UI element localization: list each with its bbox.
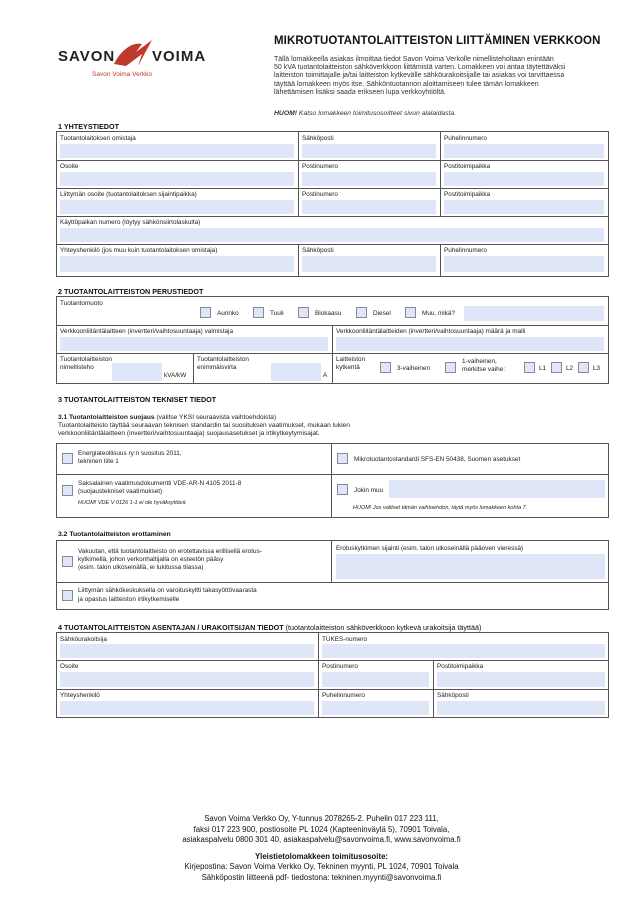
- contractor-postcode-field[interactable]: [322, 672, 429, 687]
- phone-label: Puhelinnumero: [444, 135, 487, 142]
- section-3-title: 3 TUOTANTOLAITTEISTON TEKNISET TIEDOT: [58, 395, 217, 404]
- section-4-title: [58, 623, 481, 632]
- contractor-email-label: Sähköposti: [437, 692, 469, 699]
- protection-desc-1: Tuotantolaitteisto täyttää seuraavan teknisen standardin tai suosituksen vaatimukset, mukaan lukien: [58, 422, 350, 429]
- phase-l1-checkbox[interactable]: [524, 362, 535, 373]
- one-phase-label-1: 1-vaiheinen,: [462, 358, 497, 365]
- max-current-label-2: enimmäisvirta: [197, 364, 237, 371]
- biogas-label: Biokaasu: [315, 310, 342, 317]
- footer-line: asiakaspalvelu 0800 301 40, asiakaspalvelu@savonvoima.fi, www.savonvoima.fi: [182, 835, 461, 844]
- vde-label-1: Saksalainen vaatimusdokumentti VDE-AR-N 4105 2011-8: [78, 480, 242, 487]
- logo-bolt-icon: [112, 38, 154, 72]
- energy-industry-checkbox[interactable]: [62, 453, 73, 464]
- logo-right-text: VOIMA: [152, 48, 207, 65]
- solar-label: Aurinko: [217, 310, 239, 317]
- wind-label: Tuuli: [270, 310, 284, 317]
- nominal-label-1: Tuotantolaitteiston: [60, 356, 112, 363]
- site-number-field[interactable]: [60, 228, 604, 242]
- postoffice-label: Postitoimipaikka: [444, 163, 491, 170]
- phase-l2-checkbox[interactable]: [551, 362, 562, 373]
- contractor-postoffice-field[interactable]: [437, 672, 605, 687]
- diesel-checkbox[interactable]: [356, 307, 367, 318]
- phase-l1-label: L1: [539, 365, 547, 372]
- other-standard-field[interactable]: [389, 480, 605, 498]
- vde-label-2: (suojaustekniset vaatimukset): [78, 488, 163, 495]
- separation-text-2: kytkimellä, johon verkonhaltijalla on esteetön pääsy: [78, 556, 224, 563]
- intro-line: lähettämisen lisäksi saada erikseen lupa verkkoyhtiöltä.: [274, 88, 446, 96]
- protection-options-box: [56, 443, 609, 518]
- other-standard-label: Jokin muu: [354, 487, 384, 494]
- connection-label-1: Laitteiston: [336, 356, 366, 363]
- warning-sign-checkbox[interactable]: [62, 590, 73, 601]
- contractor-contact-label: Yhteyshenkilö: [60, 692, 100, 699]
- phase-l2-label: L2: [566, 365, 574, 372]
- other-standard-note: HUOM! Jos valitset tämän vaihtoehdon, täytä myös lomakkeen kohta 7.: [353, 505, 528, 511]
- three-phase-label: 3-vaiheinen: [397, 365, 431, 372]
- separation-checkbox[interactable]: [62, 556, 73, 567]
- address-label: Osoite: [60, 163, 79, 170]
- postoffice-field[interactable]: [444, 172, 604, 186]
- contact-email-field[interactable]: [302, 256, 436, 272]
- section-3-1-bold: 3.1 Tuotantolaitteiston suojaus: [58, 414, 155, 421]
- nominal-power-field[interactable]: [112, 363, 162, 381]
- phone-field[interactable]: [444, 144, 604, 158]
- other-label: Muu, mikä?: [422, 310, 456, 317]
- footer-line: faksi 017 223 900, postiosoite PL 1024 (Kapteeninväylä 5), 70901 Toivala,: [193, 824, 450, 834]
- intro-line: täyttää lomakkeen myös itse. Sähköntuotannon aloittamiseen tulee tämän lomakkeen: [274, 80, 539, 88]
- section-4-title-bold: 4 TUOTANTOLAITTEISTON ASENTAJAN / URAKOITSIJAN TIEDOT: [58, 623, 284, 632]
- vde-checkbox[interactable]: [62, 485, 73, 496]
- phase-l3-label: L3: [593, 365, 601, 372]
- contractor-field[interactable]: [60, 644, 314, 658]
- sfs-standard-label: Mikrotuotantostandardi SFS-EN 50438, Suomen asetukset: [354, 456, 521, 463]
- section-3-1-rest: (valitse YKSI seuraavista vaihtoehdoista): [154, 414, 277, 421]
- contractor-address-field[interactable]: [60, 672, 314, 687]
- energy-industry-label-1: Energiateollisuus ry:n suositus 2011,: [78, 450, 182, 457]
- inverter-model-label: Verkkoonliitäntälaitteiden (invertteri/vaihtosuuntaaja) määrä ja malli: [336, 328, 526, 335]
- owner-field[interactable]: [60, 144, 294, 158]
- contact-field[interactable]: [60, 256, 294, 272]
- tukes-label: TUKES-numero: [322, 636, 368, 643]
- one-phase-label-2: merkitse vaihe:: [462, 366, 505, 373]
- separation-box: [56, 540, 609, 610]
- max-current-field[interactable]: [271, 363, 321, 381]
- biogas-checkbox[interactable]: [298, 307, 309, 318]
- other-checkbox[interactable]: [405, 307, 416, 318]
- contact-phone-field[interactable]: [444, 256, 604, 272]
- other-standard-checkbox[interactable]: [337, 484, 348, 495]
- contact-phone-label: Puhelinnumero: [444, 247, 487, 254]
- logo: [58, 38, 218, 86]
- contractor-contact-field[interactable]: [60, 701, 314, 715]
- protection-desc-2: verkkoonliitäntälaitteen (invertteri/vaihtosuuntaaja) suojausasetukset ja irtikytkeytymisajat.: [58, 430, 320, 437]
- site-postoffice-label: Postitoimipaikka: [444, 191, 491, 198]
- max-current-label-1: Tuotantolaitteiston: [197, 356, 249, 363]
- postcode-field[interactable]: [302, 172, 436, 186]
- contractor-phone-label: Puhelinnumero: [322, 692, 365, 699]
- max-current-unit: A: [323, 372, 328, 379]
- three-phase-checkbox[interactable]: [380, 362, 391, 373]
- footer-line: Kirjepostina: Savon Voima Verkko Oy, Tekninen myynti, PL 1024, 70901 Toivala: [184, 862, 459, 871]
- address-field[interactable]: [60, 172, 294, 186]
- production-form-label: Tuotantomuoto: [60, 300, 103, 307]
- page-title: MIKROTUOTANTOLAITTEISTON LIITTÄMINEN VERKKOON: [274, 35, 601, 47]
- site-postoffice-field[interactable]: [444, 200, 604, 214]
- footer-line: Savon Voima Verkko Oy, Y-tunnus 2078265-2. Puhelin 017 223 111,: [204, 814, 439, 823]
- inverter-model-field[interactable]: [336, 337, 604, 351]
- contact-email-label: Sähköposti: [302, 247, 334, 254]
- contractor-postoffice-label: Postitoimipaikka: [437, 663, 484, 670]
- contractor-email-field[interactable]: [437, 701, 605, 715]
- one-phase-checkbox[interactable]: [445, 362, 456, 373]
- site-postcode-field[interactable]: [302, 200, 436, 214]
- diesel-label: Diesel: [373, 310, 391, 317]
- section-2-title: 2 TUOTANTOLAITTEISTON PERUSTIEDOT: [58, 287, 204, 296]
- section-3-1-heading: [58, 414, 276, 422]
- contractor-phone-field[interactable]: [322, 701, 429, 715]
- contractor-address-label: Osoite: [60, 663, 79, 670]
- other-field[interactable]: [464, 306, 604, 321]
- intro-line: Tällä lomakkeella asiakas ilmoittaa tiedot Savon Voima Verkolle nimellisteholtaan enintään: [274, 56, 554, 63]
- inverter-maker-label: Verkkoonliitäntälaitteen (invertteri/vaihtosuuntaaja) valmistaja: [60, 328, 233, 335]
- section-4-title-rest: (tuotantolaitteiston sähköverkkoon kytkevä urakoitsija täyttää): [283, 623, 482, 632]
- solar-checkbox[interactable]: [200, 307, 211, 318]
- wind-checkbox[interactable]: [253, 307, 264, 318]
- delivery-note: [274, 110, 456, 117]
- phase-l3-checkbox[interactable]: [578, 362, 589, 373]
- section-2-box: [56, 296, 609, 384]
- section-4-box: [56, 632, 609, 718]
- switch-location-label: Erotuskytkimen sijainti (esim. talon ulkoseinällä pääoven vieressä): [336, 545, 524, 552]
- logo-left-text: SAVON: [58, 48, 116, 65]
- contractor-postcode-label: Postinumero: [322, 663, 358, 670]
- email-field[interactable]: [302, 144, 436, 158]
- site-address-label: Liittymän osoite (tuotantolaitoksen sijaintipaikka): [60, 191, 197, 198]
- section-1-title: 1 YHTEYSTIEDOT: [58, 122, 119, 131]
- contact-label: Yhteyshenkilö (jos muu kuin tuotantolaitoksen omistaja): [60, 247, 218, 254]
- tukes-field[interactable]: [322, 644, 605, 658]
- logo-subtitle: Savon Voima Verkko: [92, 71, 152, 78]
- email-label: Sähköposti: [302, 135, 334, 142]
- note-text: Katso lomakkeen toimitusosoitteet sivun alalaidasta.: [297, 110, 457, 117]
- warning-sign-text-2: ja opastus laitteiston irtikytkemiselle: [78, 596, 180, 603]
- warning-sign-text-1: Liittymän sähkökeskuksella on varoituskyltti takasyöttövaarasta: [78, 587, 257, 594]
- section-1-box: [56, 131, 609, 277]
- postcode-label: Postinumero: [302, 163, 338, 170]
- contractor-label: Sähköurakoitsija: [60, 636, 107, 643]
- inverter-maker-field[interactable]: [60, 337, 328, 351]
- energy-industry-label-2: tekninen liite 1: [78, 458, 119, 465]
- vde-note: HUOM! VDE V 0126 1-1 ei ole hyväksyttävä: [78, 500, 186, 506]
- switch-location-field[interactable]: [336, 554, 605, 579]
- section-3-2-heading: 3.2 Tuotantolaitteiston erottaminen: [58, 531, 171, 538]
- connection-label-2: kytkentä: [336, 364, 360, 371]
- intro-text: [274, 56, 614, 97]
- site-number-label: Käyttöpaikan numero (löytyy sähkönsiirtolaskulta): [60, 219, 201, 226]
- footer-line: Sähköpostin liitteenä pdf- tiedostona: tekninen.myynti@savonvoima.fi: [201, 872, 442, 882]
- sfs-standard-checkbox[interactable]: [337, 453, 348, 464]
- separation-text-1: Vakuutan, että tuotantolaitteisto on erotettavissa erillisellä erotus-: [78, 548, 262, 555]
- note-bold: HUOM!: [274, 110, 298, 117]
- footer: [0, 814, 643, 883]
- nominal-label-2: nimellisteho: [60, 364, 94, 371]
- intro-line: 50 kVA tuotantolaitteiston sähköverkkoon liittämistä varten. Lomakkeen voi antaa täytettäväksi: [274, 64, 566, 72]
- site-address-field[interactable]: [60, 200, 294, 214]
- nominal-unit: kVA/kW: [164, 372, 187, 379]
- footer-heading: Yleistietolomakkeen toimitusosoite:: [254, 851, 388, 861]
- separation-text-3: (esim. talon ulkoseinällä, ei lukitussa tilassa): [78, 564, 204, 571]
- site-postcode-label: Postinumero: [302, 191, 338, 198]
- owner-label: Tuotantolaitoksen omistaja: [60, 135, 136, 142]
- intro-line: laitteiston toimittajalle ja/tai laitteiston kytkevälle sähköurakoitsijalle tai asiakas voi tarvittaessa: [274, 72, 565, 80]
